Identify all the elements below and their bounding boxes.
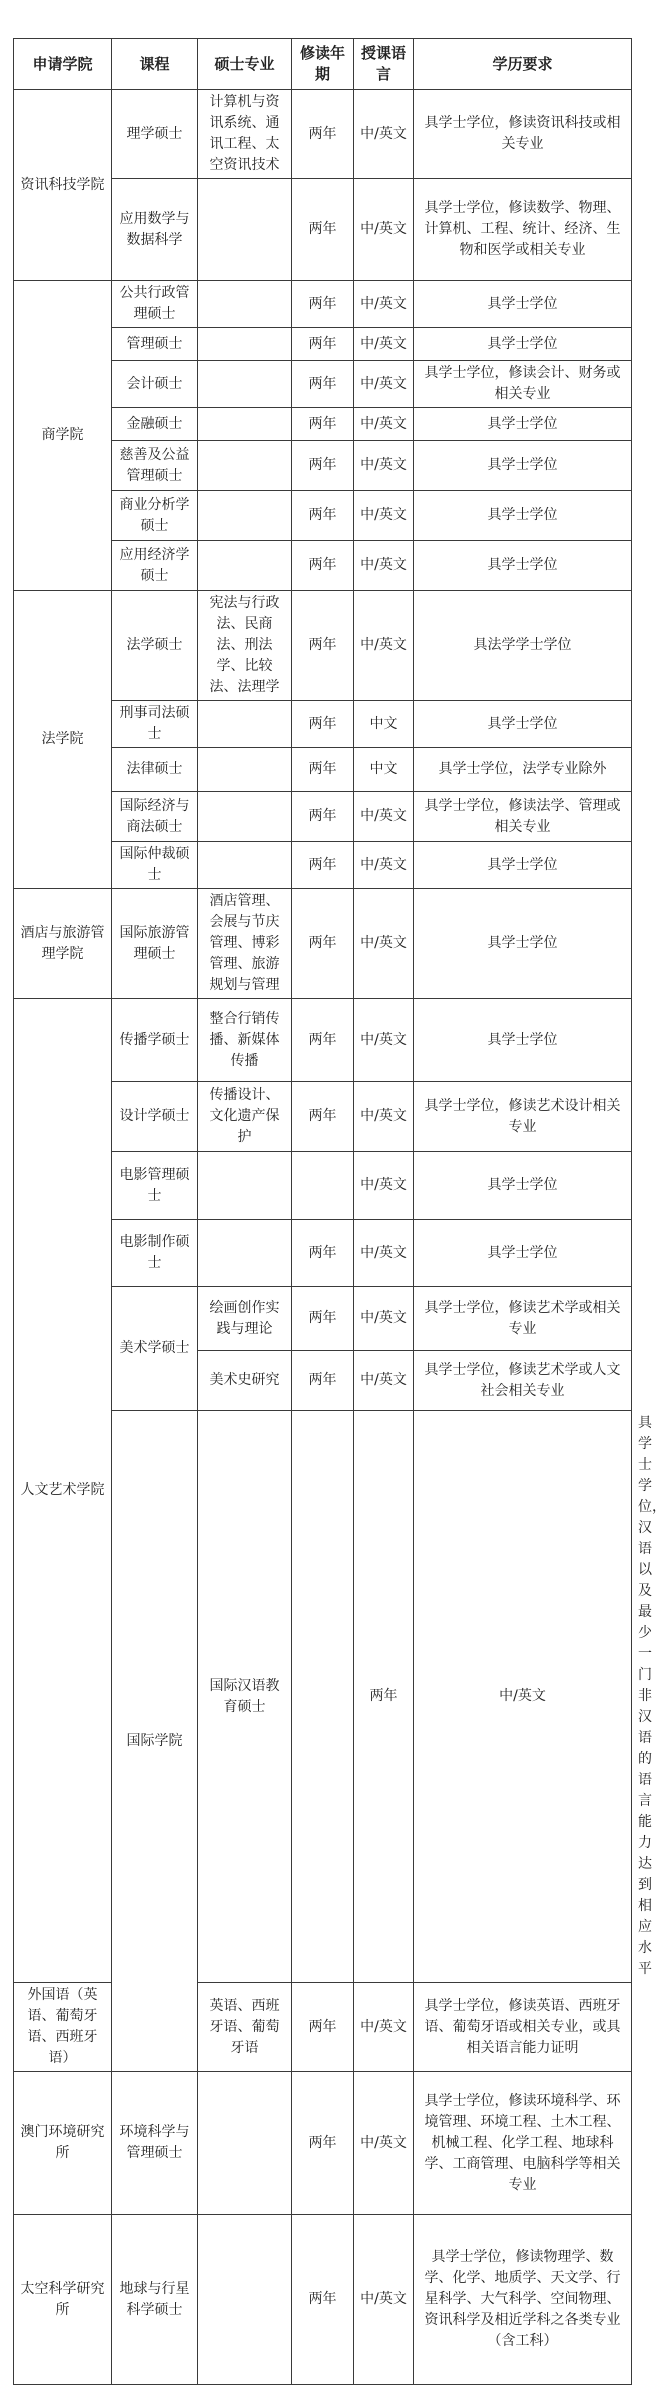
college-cell: 澳门环境研究所 xyxy=(14,2072,112,2215)
duration-cell: 两年 xyxy=(292,328,354,361)
table-row: 国际学院 国际汉语教育硕士 两年 中/英文 具学士学位，汉语以及最少一门非汉语的语言能力达到相应水平 xyxy=(14,1411,632,1983)
language-cell: 中文 xyxy=(354,748,414,792)
table-row xyxy=(14,999,632,1082)
major-cell xyxy=(198,491,292,541)
major-cell xyxy=(198,361,292,408)
language-cell: 中/英文 xyxy=(354,889,414,999)
language-cell: 中/英文 xyxy=(354,541,414,591)
requirement-cell: 具学士学位，修读法学、管理或相关专业 xyxy=(414,792,632,842)
duration-cell: 两年 xyxy=(292,361,354,408)
language-cell: 中/英文 xyxy=(354,90,414,179)
major-cell xyxy=(198,2072,292,2215)
major-cell: 英语、西班牙语、葡萄牙语 xyxy=(198,1983,292,2072)
requirement-cell: 具学士学位 xyxy=(414,1220,632,1287)
major-cell: 绘画创作实践与理论 xyxy=(198,1287,292,1351)
language-cell: 中/英文 xyxy=(354,328,414,361)
major-cell: 酒店管理、会展与节庆管理、博彩管理、旅游规划与管理 xyxy=(198,889,292,999)
duration-cell: 两年 xyxy=(292,1983,354,2072)
header-row xyxy=(14,39,632,90)
language-cell: 中/英文 xyxy=(354,281,414,328)
header-language: 授课语言 xyxy=(354,39,414,90)
course-cell: 环境科学与管理硕士 xyxy=(112,2072,198,2215)
duration-cell: 两年 xyxy=(292,792,354,842)
language-cell: 中/英文 xyxy=(354,1351,414,1411)
header-major: 硕士专业 xyxy=(198,39,292,90)
language-cell: 中/英文 xyxy=(354,792,414,842)
requirement-cell: 具学士学位 xyxy=(414,701,632,748)
table-body xyxy=(14,90,666,2385)
major-cell xyxy=(198,408,292,441)
duration-cell: 两年 xyxy=(292,999,354,1082)
duration-cell: 两年 xyxy=(292,281,354,328)
major-cell xyxy=(198,842,292,889)
table-row xyxy=(14,90,632,179)
requirement-cell: 具学士学位，修读环境科学、环境管理、环境工程、土木工程、机械工程、化学工程、地球科学、工商管理、电脑科学等相关专业 xyxy=(414,2072,632,2215)
major-cell: 美术史研究 xyxy=(198,1351,292,1411)
language-cell: 中/英文 xyxy=(354,2215,414,2385)
language-cell: 中/英文 xyxy=(354,999,414,1082)
major-cell xyxy=(198,748,292,792)
duration-cell xyxy=(292,1152,354,1220)
course-cell: 电影管理硕士 xyxy=(112,1152,198,1220)
major-cell xyxy=(198,792,292,842)
course-cell: 国际仲裁硕士 xyxy=(112,842,198,889)
language-cell: 中/英文 xyxy=(354,179,414,281)
course-cell: 电影制作硕士 xyxy=(112,1220,198,1287)
table-row xyxy=(14,889,632,999)
course-cell: 慈善及公益管理硕士 xyxy=(112,441,198,491)
language-cell: 中/英文 xyxy=(354,1220,414,1287)
language-cell: 中/英文 xyxy=(354,1152,414,1220)
header-requirement: 学历要求 xyxy=(414,39,632,90)
duration-cell: 两年 xyxy=(354,1411,414,1983)
language-cell: 中/英文 xyxy=(354,1983,414,2072)
requirement-cell: 具学士学位 xyxy=(414,842,632,889)
language-cell: 中/英文 xyxy=(354,1287,414,1351)
duration-cell: 两年 xyxy=(292,2072,354,2215)
course-cell: 会计硕士 xyxy=(112,361,198,408)
language-cell: 中/英文 xyxy=(354,441,414,491)
course-cell: 应用数学与数据科学 xyxy=(112,179,198,281)
duration-cell: 两年 xyxy=(292,179,354,281)
course-cell: 法学硕士 xyxy=(112,591,198,701)
major-cell xyxy=(292,1411,354,1983)
course-cell: 国际经济与商法硕士 xyxy=(112,792,198,842)
major-cell xyxy=(198,441,292,491)
requirement-cell: 具学士学位 xyxy=(414,281,632,328)
requirement-cell: 具学士学位 xyxy=(414,889,632,999)
course-cell: 设计学硕士 xyxy=(112,1082,198,1152)
college-cell: 资讯科技学院 xyxy=(14,90,112,281)
language-cell: 中文 xyxy=(354,701,414,748)
course-cell: 理学硕士 xyxy=(112,90,198,179)
course-cell: 外国语（英语、葡萄牙语、西班牙语） xyxy=(14,1983,112,2072)
duration-cell: 两年 xyxy=(292,701,354,748)
major-cell: 计算机与资讯系统、通讯工程、太空资讯技术 xyxy=(198,90,292,179)
language-cell: 中/英文 xyxy=(354,842,414,889)
major-cell xyxy=(198,281,292,328)
table-row xyxy=(14,2072,632,2215)
table-row xyxy=(14,591,632,701)
major-cell: 传播设计、文化遗产保护 xyxy=(198,1082,292,1152)
duration-cell: 两年 xyxy=(292,441,354,491)
requirement-cell: 具学士学位，修读艺术设计相关专业 xyxy=(414,1082,632,1152)
requirement-cell: 具学士学位 xyxy=(414,491,632,541)
requirement-cell: 具学士学位 xyxy=(414,1152,632,1220)
header-college: 申请学院 xyxy=(14,39,112,90)
requirement-cell: 具学士学位，修读艺术学或人文社会相关专业 xyxy=(414,1351,632,1411)
duration-cell: 两年 xyxy=(292,2215,354,2385)
language-cell: 中/英文 xyxy=(354,591,414,701)
college-cell: 酒店与旅游管理学院 xyxy=(14,889,112,999)
programs-table xyxy=(13,38,666,2385)
course-cell: 国际旅游管理硕士 xyxy=(112,889,198,999)
course-cell: 法律硕士 xyxy=(112,748,198,792)
course-cell: 传播学硕士 xyxy=(112,999,198,1082)
major-cell xyxy=(198,541,292,591)
major-cell xyxy=(198,328,292,361)
requirement-cell: 具法学学士学位 xyxy=(414,591,632,701)
header-years: 修读年期 xyxy=(292,39,354,90)
table-row xyxy=(14,1983,632,2072)
major-cell xyxy=(198,179,292,281)
college-cell: 国际学院 xyxy=(112,1411,198,2072)
requirement-cell: 具学士学位 xyxy=(414,441,632,491)
course-cell: 刑事司法硕士 xyxy=(112,701,198,748)
major-cell: 宪法与行政法、民商法、刑法学、比较法、法理学 xyxy=(198,591,292,701)
language-cell: 中/英文 xyxy=(354,408,414,441)
duration-cell: 两年 xyxy=(292,408,354,441)
requirement-cell: 具学士学位，修读会计、财务或相关专业 xyxy=(414,361,632,408)
duration-cell: 两年 xyxy=(292,1351,354,1411)
course-cell: 国际汉语教育硕士 xyxy=(198,1411,292,1983)
duration-cell: 两年 xyxy=(292,1220,354,1287)
major-cell: 整合行销传播、新媒体传播 xyxy=(198,999,292,1082)
requirement-cell: 具学士学位 xyxy=(414,999,632,1082)
college-cell: 人文艺术学院 xyxy=(14,999,112,1983)
duration-cell: 两年 xyxy=(292,1287,354,1351)
requirement-cell: 具学士学位，法学专业除外 xyxy=(414,748,632,792)
table-row xyxy=(14,2215,632,2385)
language-cell: 中/英文 xyxy=(354,2072,414,2215)
college-cell: 太空科学研究所 xyxy=(14,2215,112,2385)
language-cell: 中/英文 xyxy=(414,1411,632,1983)
requirement-cell: 具学士学位，修读物理学、数学、化学、地质学、天文学、行星科学、大气科学、空间物理、资讯科学及相近学科之各类专业（含工科） xyxy=(414,2215,632,2385)
duration-cell: 两年 xyxy=(292,889,354,999)
header-course: 课程 xyxy=(112,39,198,90)
duration-cell: 两年 xyxy=(292,90,354,179)
college-cell: 法学院 xyxy=(14,591,112,889)
requirement-cell: 具学士学位 xyxy=(414,408,632,441)
language-cell: 中/英文 xyxy=(354,361,414,408)
requirement-cell: 具学士学位，修读数学、物理、计算机、工程、统计、经济、生物和医学或相关专业 xyxy=(414,179,632,281)
requirement-cell: 具学士学位 xyxy=(414,328,632,361)
course-cell: 管理硕士 xyxy=(112,328,198,361)
language-cell: 中/英文 xyxy=(354,491,414,541)
duration-cell: 两年 xyxy=(292,491,354,541)
course-cell: 美术学硕士 xyxy=(112,1287,198,1411)
course-cell: 公共行政管理硕士 xyxy=(112,281,198,328)
major-cell xyxy=(198,2215,292,2385)
requirement-cell: 具学士学位，修读英语、西班牙语、葡萄牙语或相关专业，或具相关语言能力证明 xyxy=(414,1983,632,2072)
duration-cell: 两年 xyxy=(292,842,354,889)
requirement-cell: 具学士学位 xyxy=(414,541,632,591)
table-row xyxy=(14,281,632,328)
duration-cell: 两年 xyxy=(292,591,354,701)
duration-cell: 两年 xyxy=(292,1082,354,1152)
language-cell: 中/英文 xyxy=(354,1082,414,1152)
course-cell: 金融硕士 xyxy=(112,408,198,441)
course-cell: 商业分析学硕士 xyxy=(112,491,198,541)
college-cell: 商学院 xyxy=(14,281,112,591)
duration-cell: 两年 xyxy=(292,748,354,792)
requirement-cell: 具学士学位，修读资讯科技或相关专业 xyxy=(414,90,632,179)
course-cell: 地球与行星科学硕士 xyxy=(112,2215,198,2385)
major-cell xyxy=(198,701,292,748)
major-cell xyxy=(198,1220,292,1287)
requirement-cell: 具学士学位，修读艺术学或相关专业 xyxy=(414,1287,632,1351)
duration-cell: 两年 xyxy=(292,541,354,591)
major-cell xyxy=(198,1152,292,1220)
course-cell: 应用经济学硕士 xyxy=(112,541,198,591)
